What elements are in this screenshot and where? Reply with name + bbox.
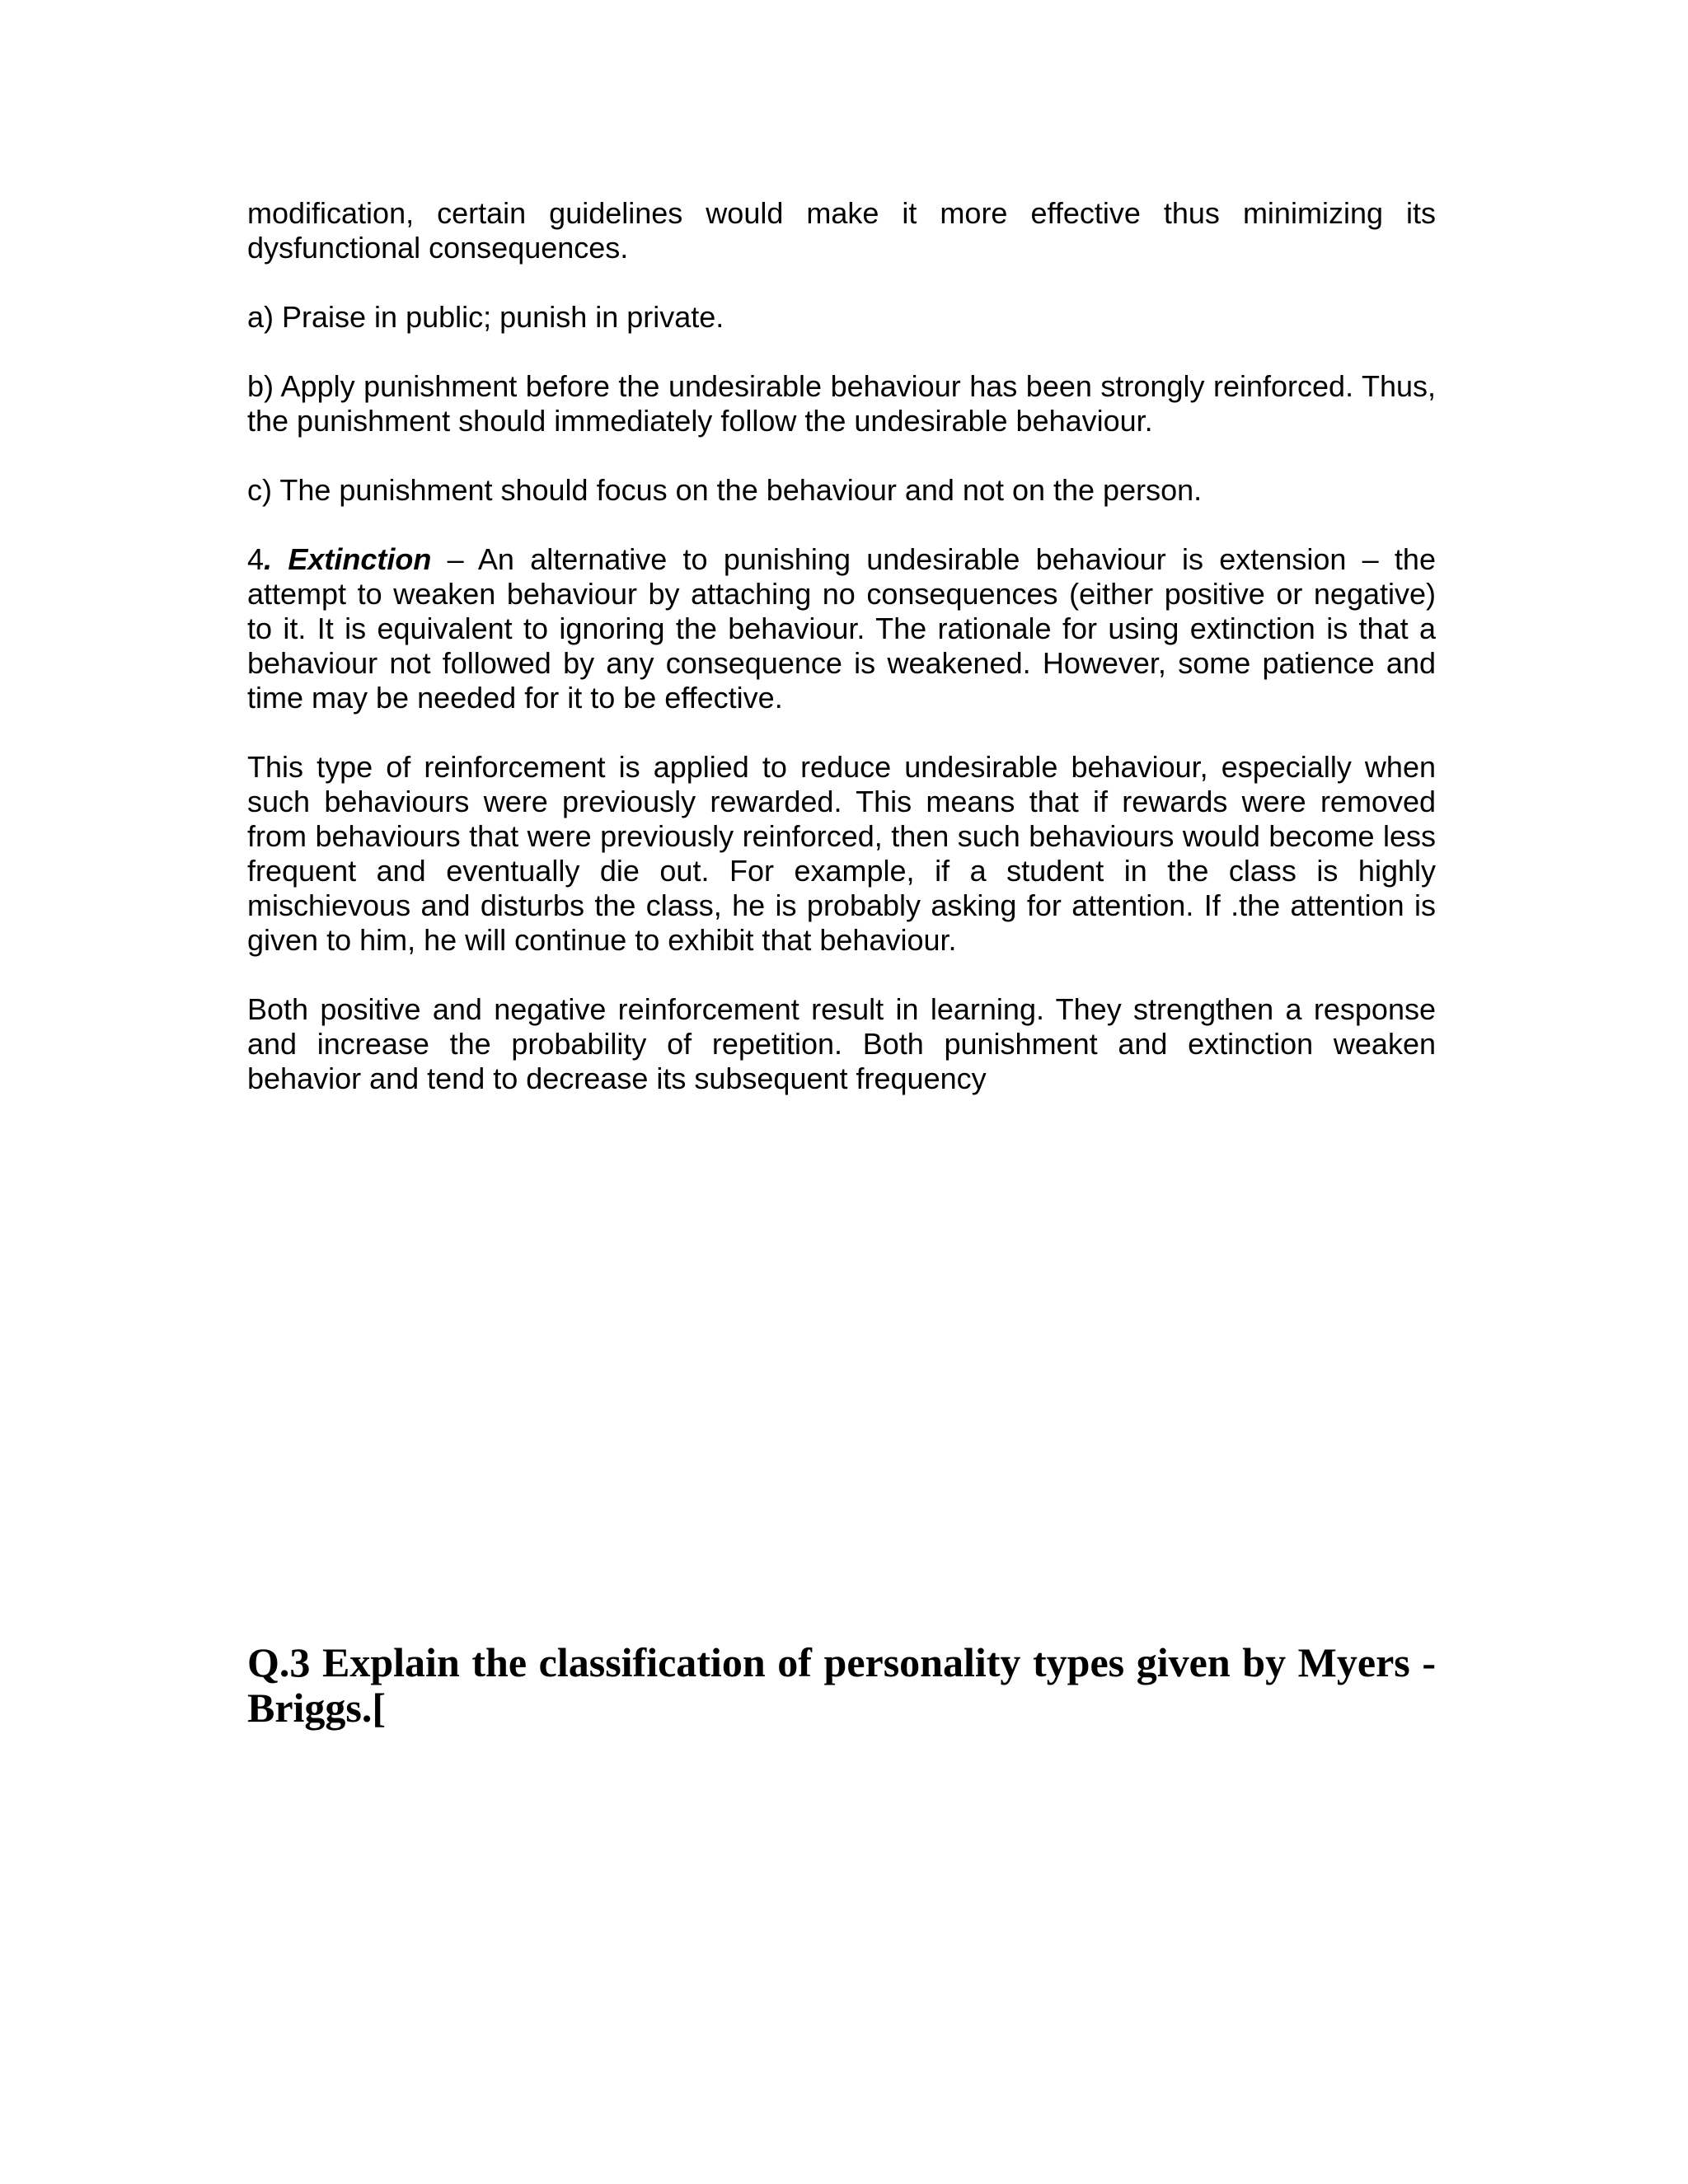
list-item-focus-behaviour: c) The punishment should focus on the behaviour and not on the person.: [247, 473, 1203, 507]
item-number: 4: [247, 542, 265, 576]
extinction-description: – An alternative to punishing undesirable behaviour is extension – the attempt to weaken behaviour by attaching no consequences (either positive or negative) to it. It is equivalent to ignoring the behaviour. The rationale for using extinction is that a behaviour not followed by any consequence is weakened. However, some patience and time may be needed for it to be effective.: [247, 542, 1436, 715]
paragraph-summary: Both positive and negative reinforcement result in learning. They strengthen a response and increase the probability of repetition. Both punishment and extinction weaken behavior and tend to decrease its subsequent frequency: [247, 992, 1436, 1095]
list-item-apply-punishment: b) Apply punishment before the undesirable behaviour has been strongly reinforced. Thus, the punishment should immediately follow the undesirable behaviour.: [247, 369, 1436, 438]
paragraph-extinction: [247, 542, 1436, 715]
term-extinction: Extinction: [288, 542, 432, 576]
paragraph-guidelines-intro: modification, certain guidelines would make it more effective thus minimizing its dysfunctional consequences.: [247, 196, 1436, 265]
list-item-praise: a) Praise in public; punish in private.: [247, 300, 724, 334]
document-body: [247, 196, 1436, 1131]
item-number-dot: .: [264, 542, 273, 576]
paragraph-reinforcement-application: This type of reinforcement is applied to reduce undesirable behaviour, especially when such behaviours were previously rewarded. This means that if rewards were removed from behaviours that were previously reinforced, then such behaviours would become less frequent and eventually die out. For example, if a student in the class is highly mischievous and disturbs the class, he is probably asking for attention. If .the attention is given to him, he will continue to exhibit that behaviour.: [247, 750, 1436, 957]
question-heading: Q.3 Explain the classification of personality types given by Myers - Briggs.[: [247, 1639, 1436, 1731]
